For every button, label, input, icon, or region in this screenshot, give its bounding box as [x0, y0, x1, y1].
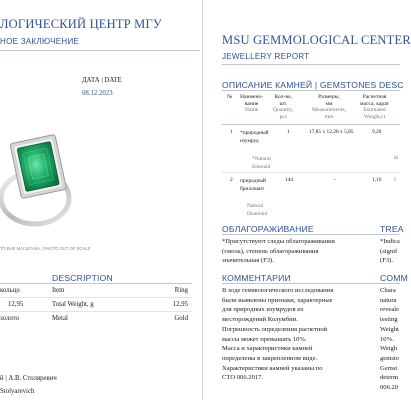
row-en: Total Weight, g — [52, 301, 94, 308]
date-value: 08.12.2023 — [82, 90, 113, 97]
row-en: Metal — [52, 315, 68, 322]
row-divider — [222, 172, 400, 173]
signature-en: Stolyarevich — [0, 388, 35, 395]
gemstones-rule — [222, 90, 400, 91]
stone-name-en: Natural Diamond — [247, 203, 268, 217]
ring-halo — [10, 134, 67, 198]
row-ru: золото — [0, 315, 19, 322]
col-header-qty: Кол-во, шт. Quantity, pcs — [273, 94, 294, 120]
stone-name-ru: *природный изумруд — [240, 130, 269, 144]
row-value: 12,95 — [172, 301, 188, 308]
table-header-rule — [222, 124, 400, 125]
stone-name-en: *Natural Emerald — [252, 156, 271, 170]
treatment-text-en: *Indica (signif (F3). — [380, 238, 400, 265]
stone-note-en: In — [394, 155, 399, 161]
left-header-title: ЛОГИЧЕСКИЙ ЦЕНТР МГУ — [0, 17, 162, 31]
comments-text-en: Chara natura reveale testing Weight 10%. Weigh gemsto Gemst determ 006.20 — [380, 287, 400, 392]
stone-qty: 1 — [287, 129, 290, 135]
col-header-num: № — [227, 94, 233, 100]
comments-rule — [222, 283, 400, 284]
gemstones-title: ОПИСАНИЕ КАМНЕЙ | GEMSTONES DESC — [222, 80, 404, 90]
stone-note-en: I — [394, 177, 396, 183]
ring-photo — [0, 120, 120, 240]
row-divider — [0, 311, 192, 312]
stone-qty: 144 — [285, 177, 294, 183]
date-label: ДАТА | DATE — [82, 77, 122, 84]
description-rule — [0, 283, 192, 284]
treatment-rule — [222, 234, 400, 235]
left-header-rule — [0, 50, 200, 51]
photo-caption: ТО ВНЕ МАСШТАБА | PHOTO OUT OF SCALE — [0, 246, 91, 251]
right-header-title: MSU GEMMOLOGICAL CENTER — [222, 33, 411, 47]
row-ru: 12,95 — [8, 301, 24, 308]
left-header-subtitle: НОЕ ЗАКЛЮЧЕНИЕ — [0, 37, 80, 46]
stone-weight: 1,16 — [372, 177, 382, 183]
treatment-text: *Присутствуют следы облагораживания (смола), степень облагораживания значительная (F3). — [222, 238, 335, 265]
description-title: DESCRIPTION — [52, 273, 113, 283]
right-header-rule — [222, 64, 400, 65]
comments-title-en: COMM — [380, 273, 409, 283]
treatment-title-en: TREA — [380, 224, 404, 234]
col-header-name: Наимено- вание Name — [240, 94, 264, 113]
row-divider — [0, 297, 192, 298]
row-value: Ring — [174, 287, 188, 294]
stone-name-ru: природный бриллиант — [240, 178, 266, 192]
stone-num: 1 — [230, 129, 233, 135]
comments-text: В ходе геммологического исследования были выявлены признаки, характерные для природных изумрудов из месторождений Колумбии. Погрешность определения расчетной массы может превышать 10%. Масса и характеристики камней определены в закрепленном виде. Характеристики камней указаны по СТО 006.2017. — [222, 287, 334, 382]
row-ru: кольцо — [0, 287, 20, 294]
treatment-title: ОБЛАГОРАЖИВАНИЕ — [222, 224, 314, 234]
col-header-size: Размеры, мм Measurements, mm — [312, 94, 347, 120]
stone-size: - — [334, 177, 336, 183]
stone-num: 2 — [230, 177, 233, 183]
row-value: Gold — [174, 315, 188, 322]
row-en: Item — [52, 287, 65, 294]
col-header-weight: Расчетная масса, карат Estimated Weight,ct — [360, 94, 389, 120]
signature-ru: й | А.В. Столяревич — [0, 375, 57, 382]
stone-weight: 9,20 — [372, 129, 382, 135]
comments-title: КОММЕНТАРИИ — [222, 273, 291, 283]
stone-size: 17,85 x 12,28 x 5,85 — [309, 129, 354, 135]
right-header-subtitle: JEWELLERY REPORT — [222, 52, 310, 61]
page-gutter — [202, 0, 203, 400]
